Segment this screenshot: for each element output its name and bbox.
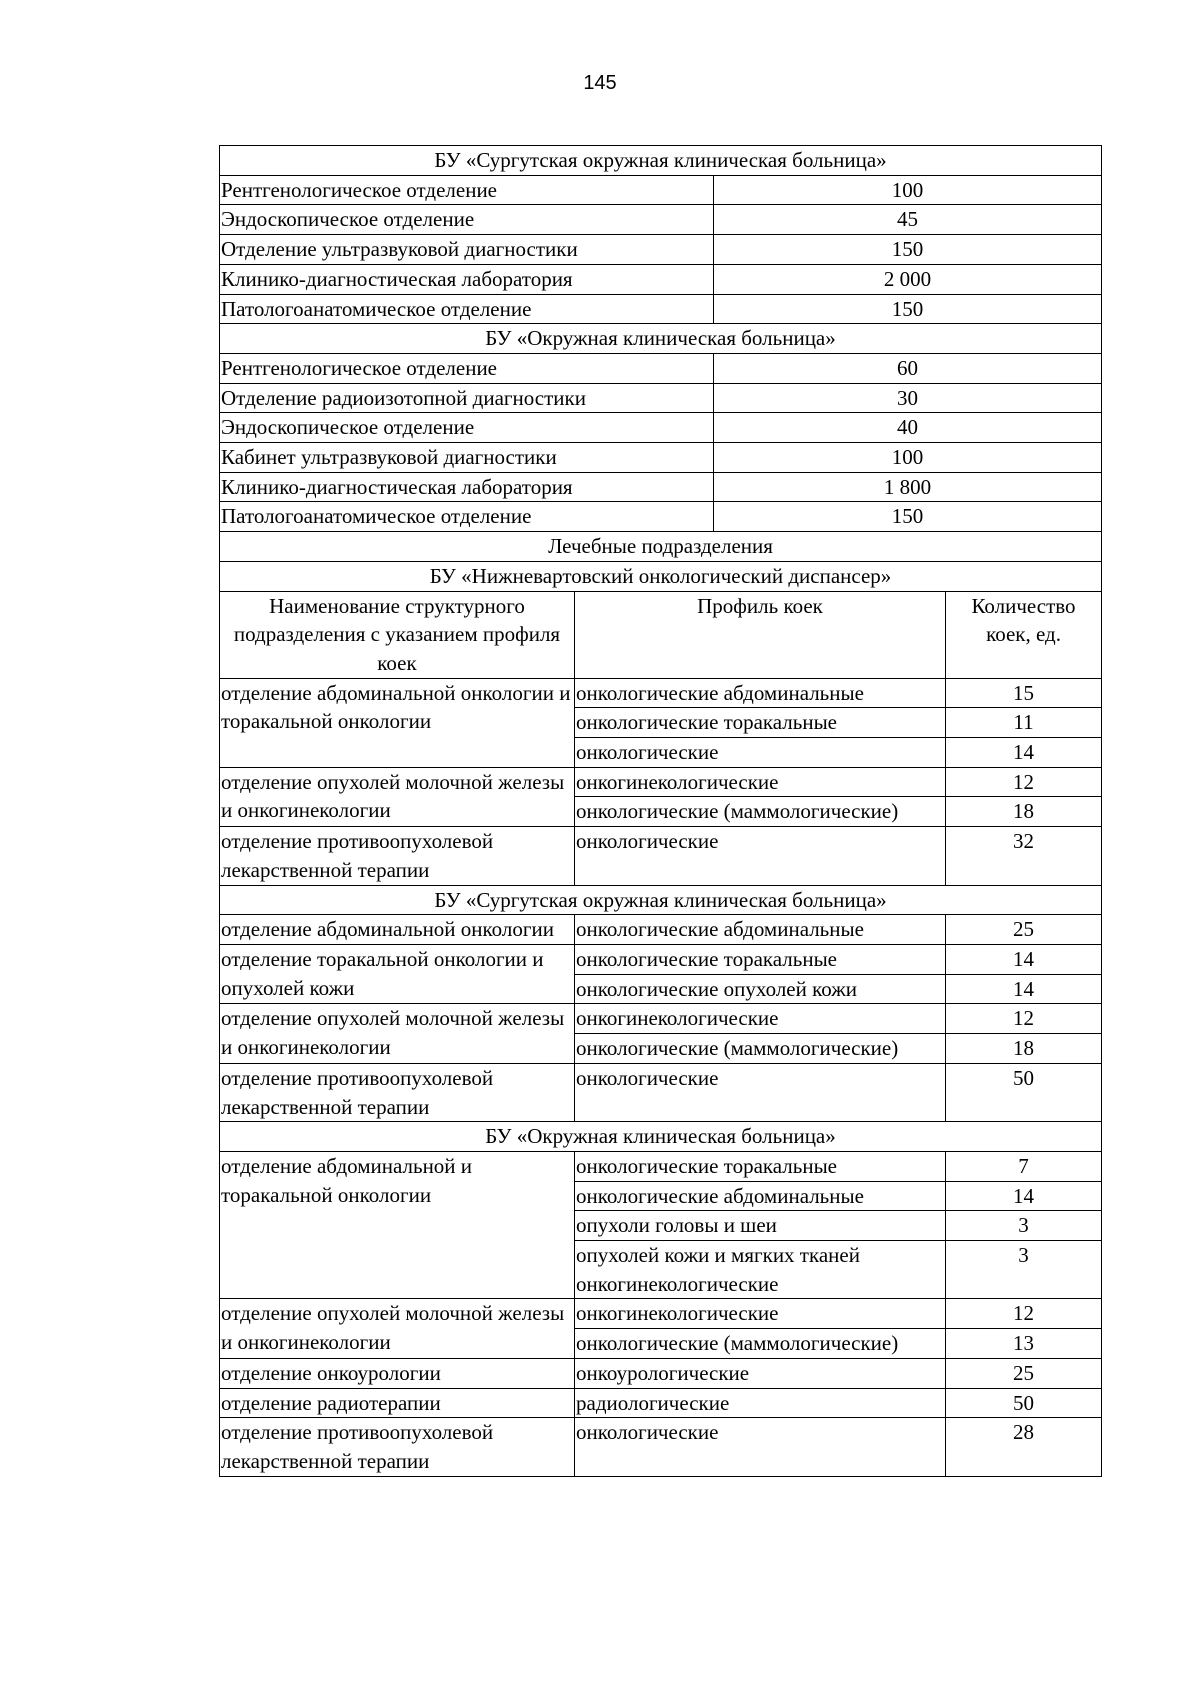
section-title: БУ «Окружная клиническая больница»: [220, 1122, 1102, 1152]
dept-name: отделение торакальной онкологии и опухолей кожи: [220, 944, 575, 1003]
unit-name: Патологоанатомическое отделение: [220, 294, 714, 324]
bed-count: 3: [946, 1211, 1102, 1241]
dept-name: отделение противоопухолевой лекарственной терапии: [220, 1063, 575, 1121]
table-row: [220, 1063, 1102, 1121]
section-title-row: [220, 146, 1102, 176]
table-row: [220, 175, 1102, 205]
unit-name: Эндоскопическое отделение: [220, 205, 714, 235]
bed-profile: онкологические: [575, 738, 946, 768]
table-row: [220, 1299, 1102, 1329]
bed-profile: онкологические абдоминальные: [575, 1181, 946, 1211]
table-row: [220, 353, 1102, 383]
page-number: 145: [583, 72, 617, 94]
bed-count: 3: [946, 1241, 1102, 1299]
bed-count: 32: [946, 827, 1102, 885]
bed-profile: онкологические: [575, 1063, 946, 1121]
dept-name: отделение опухолей молочной железы и онкогинекологии: [220, 1299, 575, 1358]
unit-name: Патологоанатомическое отделение: [220, 502, 714, 532]
bed-count: 14: [946, 944, 1102, 974]
table-row: [220, 827, 1102, 885]
bed-count: 15: [946, 678, 1102, 708]
section-title: БУ «Нижневартовский онкологический диспансер»: [220, 561, 1102, 591]
bed-profile: онкологические абдоминальные: [575, 915, 946, 945]
bed-profile: онкологические опухолей кожи: [575, 974, 946, 1004]
table-row: [220, 294, 1102, 324]
bed-profile: онкоурологические: [575, 1358, 946, 1388]
unit-value: 40: [714, 413, 1102, 443]
heading-row: [220, 532, 1102, 562]
dept-name: отделение радиотерапии: [220, 1388, 575, 1418]
unit-name: Клинико-диагностическая лаборатория: [220, 264, 714, 294]
unit-name: Клинико-диагностическая лаборатория: [220, 472, 714, 502]
section-title: БУ «Сургутская окружная клиническая больница»: [220, 885, 1102, 915]
dept-name: отделение противоопухолевой лекарственной терапии: [220, 827, 575, 885]
section-title-row: [220, 1122, 1102, 1152]
dept-name: отделение абдоминальной онкологии: [220, 915, 575, 945]
table-row: [220, 472, 1102, 502]
section-title: БУ «Сургутская окружная клиническая больница»: [220, 146, 1102, 176]
bed-count: 25: [946, 915, 1102, 945]
bed-profile: онкогинекологические: [575, 767, 946, 797]
dept-name: отделение противоопухолевой лекарственной терапии: [220, 1418, 575, 1476]
bed-profile: онкологические (маммологические): [575, 797, 946, 827]
unit-name: Рентгенологическое отделение: [220, 353, 714, 383]
section-title-row: [220, 324, 1102, 354]
table-row: [220, 205, 1102, 235]
unit-name: Рентгенологическое отделение: [220, 175, 714, 205]
table-row: [220, 767, 1102, 797]
bed-count: 50: [946, 1063, 1102, 1121]
bed-profile: онкологические торакальные: [575, 708, 946, 738]
section-title: БУ «Окружная клиническая больница»: [220, 324, 1102, 354]
table-row: [220, 502, 1102, 532]
bed-profile: опухолей кожи и мягких тканей онкогинекологические: [575, 1241, 946, 1299]
unit-value: 60: [714, 353, 1102, 383]
bed-count: 11: [946, 708, 1102, 738]
table-row: [220, 1151, 1102, 1181]
bed-count: 25: [946, 1358, 1102, 1388]
unit-name: Отделение ультразвуковой диагностики: [220, 235, 714, 265]
bed-count: 28: [946, 1418, 1102, 1476]
bed-profile: онкологические: [575, 1418, 946, 1476]
unit-value: 100: [714, 175, 1102, 205]
dept-name: отделение онкоурологии: [220, 1358, 575, 1388]
bed-profile: онкогинекологические: [575, 1299, 946, 1329]
bed-profile: онкологические торакальные: [575, 944, 946, 974]
unit-value: 45: [714, 205, 1102, 235]
col-header-name: Наименование структурного подразделения с указанием профиля коек: [220, 591, 575, 678]
bed-count: 14: [946, 1181, 1102, 1211]
bed-count: 12: [946, 1299, 1102, 1329]
table-row: [220, 678, 1102, 708]
unit-name: Эндоскопическое отделение: [220, 413, 714, 443]
table-row: [220, 1388, 1102, 1418]
bed-profile: онкологические абдоминальные: [575, 678, 946, 708]
table-row: [220, 413, 1102, 443]
unit-value: 1 800: [714, 472, 1102, 502]
bed-profile: онкологические торакальные: [575, 1151, 946, 1181]
bed-count: 12: [946, 1004, 1102, 1034]
bed-count: 12: [946, 767, 1102, 797]
unit-value: 100: [714, 443, 1102, 473]
bed-profile: онкогинекологические: [575, 1004, 946, 1034]
table-row: [220, 944, 1102, 974]
column-header-row: [220, 591, 1102, 678]
unit-value: 150: [714, 294, 1102, 324]
bed-count: 50: [946, 1388, 1102, 1418]
bed-count: 14: [946, 974, 1102, 1004]
bed-profile: онкологические (маммологические): [575, 1034, 946, 1064]
table-row: [220, 1418, 1102, 1476]
bed-count: 18: [946, 797, 1102, 827]
table-row: [220, 235, 1102, 265]
col-header-profile: Профиль коек: [575, 591, 946, 678]
table-row: [220, 264, 1102, 294]
unit-value: 30: [714, 383, 1102, 413]
treatment-heading: Лечебные подразделения: [220, 532, 1102, 562]
dept-name: отделение опухолей молочной железы и онкогинекологии: [220, 1004, 575, 1063]
unit-value: 150: [714, 502, 1102, 532]
bed-profile: опухоли головы и шеи: [575, 1211, 946, 1241]
section-title-row: [220, 885, 1102, 915]
table-row: [220, 1004, 1102, 1034]
bed-count: 13: [946, 1329, 1102, 1359]
table-row: [220, 383, 1102, 413]
unit-value: 2 000: [714, 264, 1102, 294]
table-row: [220, 1358, 1102, 1388]
bed-count: 18: [946, 1034, 1102, 1064]
unit-value: 150: [714, 235, 1102, 265]
bed-profile: онкологические (маммологические): [575, 1329, 946, 1359]
section-title-row: [220, 561, 1102, 591]
dept-name: отделение абдоминальной и торакальной онкологии: [220, 1151, 575, 1299]
table-row: [220, 443, 1102, 473]
units-table: [219, 145, 1102, 1477]
bed-profile: радиологические: [575, 1388, 946, 1418]
unit-name: Кабинет ультразвуковой диагностики: [220, 443, 714, 473]
dept-name: отделение опухолей молочной железы и онкогинекологии: [220, 767, 575, 826]
bed-profile: онкологические: [575, 827, 946, 885]
dept-name: отделение абдоминальной онкологии и торакальной онкологии: [220, 678, 575, 767]
table-row: [220, 915, 1102, 945]
bed-count: 7: [946, 1151, 1102, 1181]
bed-count: 14: [946, 738, 1102, 768]
col-header-count: Количество коек, ед.: [946, 591, 1102, 678]
unit-name: Отделение радиоизотопной диагностики: [220, 383, 714, 413]
